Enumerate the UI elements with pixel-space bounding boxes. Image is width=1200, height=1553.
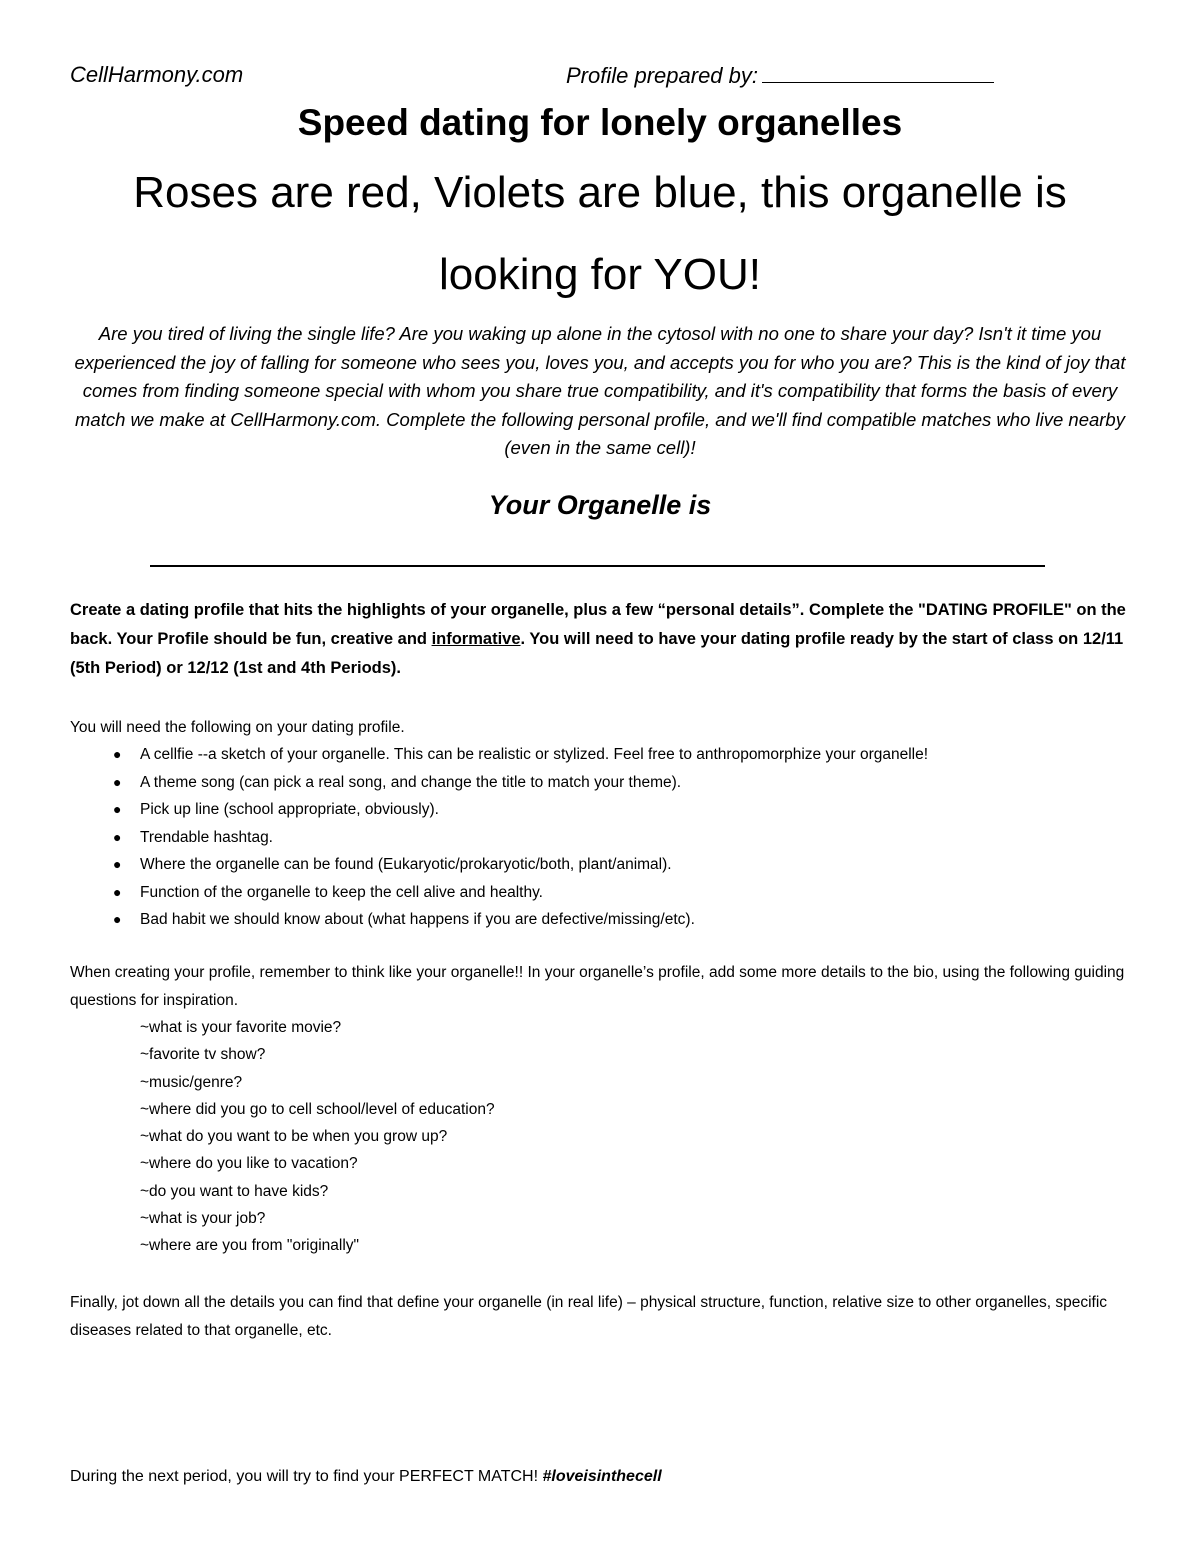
list-item: ● A cellfie --a sketch of your organelle. This can be realistic or stylized. Feel free to anthropomorphize your organelle!	[70, 741, 928, 769]
list-item: ~do you want to have kids?	[140, 1182, 329, 1200]
bullet-icon: ●	[113, 911, 122, 927]
list-item: ● Bad habit we should know about (what happens if you are defective/missing/etc).	[70, 906, 928, 934]
instructions-paragraph	[70, 596, 1140, 683]
bullet-icon: ●	[113, 801, 122, 817]
list-item: ● Function of the organelle to keep the cell alive and healthy.	[70, 879, 928, 907]
list-item: ~what is your job?	[140, 1210, 266, 1228]
organelle-blank-line	[150, 565, 1045, 567]
finally-paragraph: Finally, jot down all the details you can find that define your organelle (in real life) – physical structure, function, relative size to other organelles, specific diseases related to that organelle, etc.	[70, 1294, 1108, 1339]
site-name: CellHarmony.com	[70, 62, 244, 87]
list-item: ~where did you go to cell school/level of education?	[140, 1100, 495, 1118]
creating-paragraph: When creating your profile, remember to think like your organelle!! In your organelle’s profile, add some more details to the bio, using the following guiding questions for inspiration.	[70, 964, 1125, 1009]
bullet-icon: ●	[113, 828, 122, 845]
list-item: ● Trendable hashtag.	[70, 824, 928, 852]
list-item: ~music/genre?	[140, 1073, 243, 1091]
list-item: ● A theme song (can pick a real song, and change the title to match your theme).	[70, 769, 928, 797]
list-item: ~where are you from "originally"	[140, 1237, 360, 1255]
instructions-part1: Create a dating profile that hits the highlights of your organelle, plus a few “personal details”. Complete the "DATING PROFILE" on the back. Your Profile should be fun, creative and	[70, 601, 1126, 648]
prepared-by	[566, 62, 994, 89]
page-title: Speed dating for lonely organelles	[297, 102, 903, 143]
organelle-heading: Your Organelle is	[488, 490, 712, 520]
bullet-icon: ●	[113, 746, 122, 762]
footer	[70, 1468, 662, 1486]
footer-text: During the next period, you will try to find your PERFECT MATCH!	[70, 1468, 543, 1485]
questions-list	[140, 1014, 495, 1260]
instructions-underlined: informative	[431, 630, 521, 648]
needs-list	[70, 741, 928, 934]
list-item: ~where do you like to vacation?	[140, 1155, 358, 1173]
list-item: ~favorite tv show?	[140, 1046, 266, 1064]
bullet-icon: ●	[113, 856, 122, 872]
footer-hashtag: #loveisinthecell	[542, 1468, 662, 1485]
prepared-by-label: Profile prepared by:	[566, 63, 758, 88]
list-item: ~what is your favorite movie?	[140, 1019, 342, 1036]
page-subtitle: Roses are red, Violets are blue, this organelle is looking for YOU!	[133, 168, 1067, 299]
instructions-part2: . You will need to have your dating profile ready by the start of class on 12/11 (5th Period) or 12/12 (1st and 4th Periods).	[70, 630, 1124, 677]
list-item: ~what do you want to be when you grow up?	[140, 1128, 448, 1146]
list-item: ● Pick up line (school appropriate, obviously).	[70, 796, 928, 824]
needs-label: You will need the following on your dating profile.	[70, 719, 405, 736]
bullet-icon: ●	[113, 883, 122, 900]
bullet-icon: ●	[113, 773, 122, 790]
prepared-by-blank	[762, 62, 994, 83]
intro-paragraph: Are you tired of living the single life? Are you waking up alone in the cytosol with no one to share your day? Isn't it time you experienced the joy of falling for someone who sees you, loves you, and accepts you for who you are? This is the kind of joy that comes from finding someone special with whom you share true compatibility, and it's compatibility that forms the basis of every match we make at CellHarmony.com. Complete the following personal profile, and we'll find compatible matches who live nearby (even in the same cell)!	[74, 323, 1126, 458]
list-item: ● Where the organelle can be found (Eukaryotic/prokaryotic/both, plant/animal).	[70, 851, 928, 879]
